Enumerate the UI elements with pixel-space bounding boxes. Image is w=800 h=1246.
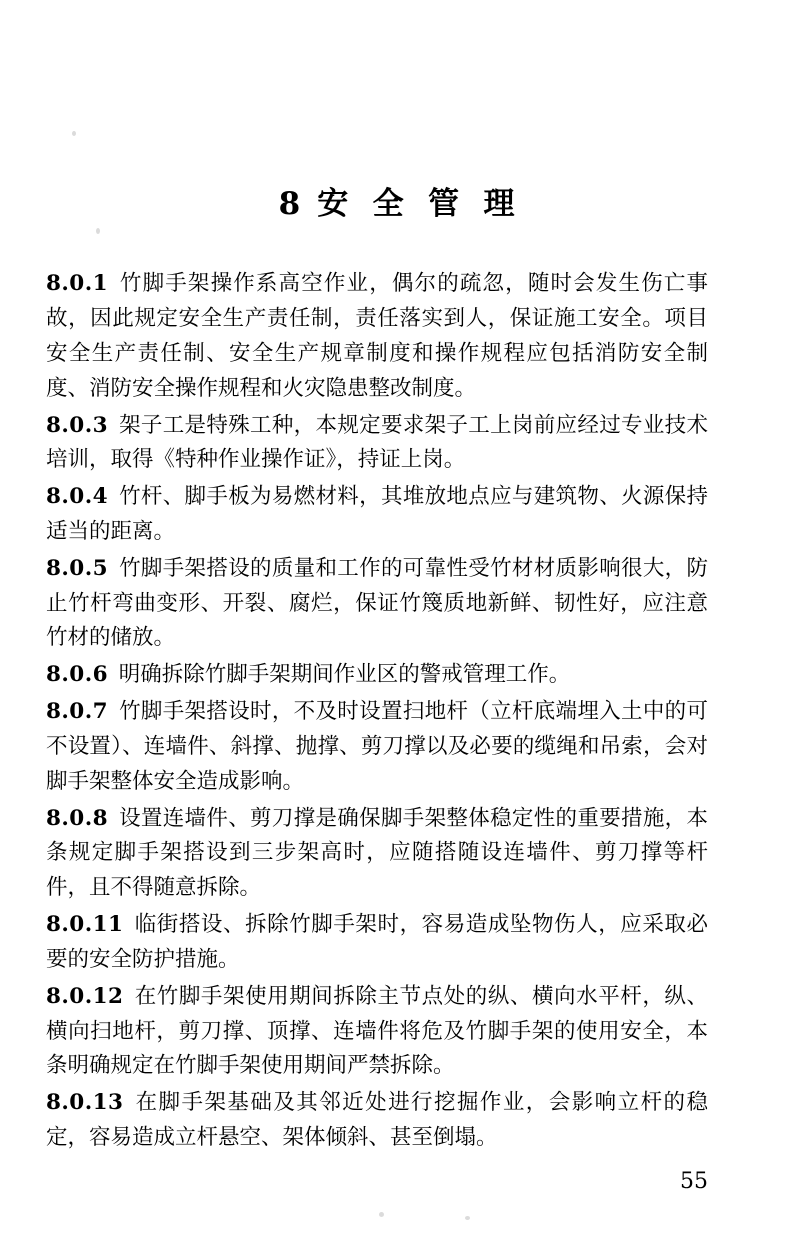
clause-text: 架子工是特殊工种，本规定要求架子工上岗前应经过专业技术培训，取得《特种作业操作证》，持证上岗。: [46, 412, 708, 473]
clause-number: 8.0.6: [46, 662, 108, 688]
clause-text: 明确拆除竹脚手架期间作业区的警戒管理工作。: [118, 662, 571, 688]
page-title: [0, 0, 800, 223]
clause-paragraph: [46, 267, 708, 406]
clause-text: 竹脚手架搭设时，不及时设置扫地杆（立杆底端埋入土中的可不设置）、连墙件、斜撑、抛撑、剪刀撑以及必要的缆绳和吊索，会对脚手架整体安全造成影响。: [46, 699, 708, 794]
clause-number: 8.0.1: [46, 271, 108, 297]
clause-number: 8.0.5: [46, 555, 108, 581]
clause-text: 竹脚手架操作系高空作业，偶尔的疏忽，随时会发生伤亡事故，因此规定安全生产责任制，责任落实到人，保证施工安全。项目安全生产责任制、安全生产规章制度和操作规程应包括消防安全制度、消防安全操作规程和火灾隐患整改制度。: [46, 271, 708, 401]
clause-number: 8.0.4: [46, 484, 108, 510]
clause-number: 8.0.13: [46, 1090, 124, 1116]
clause-text: 竹杆、脚手板为易燃材料，其堆放地点应与建筑物、火源保持适当的距离。: [46, 484, 708, 544]
scan-speck: [379, 1212, 384, 1217]
clause-text: 竹脚手架搭设的质量和工作的可靠性受竹材材质影响很大，防止竹杆弯曲变形、开裂、腐烂，保证竹篾质地新鲜、韧性好，应注意竹材的储放。: [46, 555, 708, 651]
clause-paragraph: [46, 980, 708, 1084]
clause-text: 设置连墙件、剪刀撑是确保脚手架整体稳定性的重要措施，本条规定脚手架搭设到三步架高时，应随搭随设连墙件、剪刀撑等杆件，且不得随意拆除。: [46, 805, 708, 901]
clause-number: 8.0.7: [46, 699, 108, 725]
clause-paragraph: [46, 480, 708, 550]
chapter-title-text: 安 全 管 理: [317, 186, 522, 222]
clause-paragraph: [46, 409, 708, 479]
clause-paragraph: [46, 552, 708, 656]
scan-speck: [465, 1216, 470, 1220]
clause-number: 8.0.11: [46, 912, 124, 938]
clause-paragraph: [46, 695, 708, 799]
clause-paragraph: [46, 802, 708, 906]
clause-paragraph: [46, 1086, 708, 1156]
clause-text: 在脚手架基础及其邻近处进行挖掘作业，会影响立杆的稳定，容易造成立杆悬空、架体倾斜、甚至倒塌。: [46, 1090, 708, 1151]
scan-speck: [72, 131, 76, 136]
clause-text: 临街搭设、拆除竹脚手架时，容易造成坠物伤人，应采取必要的安全防护措施。: [46, 912, 708, 972]
clause-paragraph: [46, 908, 708, 978]
page-number: 55: [680, 1169, 708, 1194]
clause-paragraph: [46, 658, 708, 693]
clause-number: 8.0.12: [46, 983, 124, 1009]
clause-number: 8.0.8: [46, 805, 108, 831]
scan-speck: [96, 228, 100, 234]
clause-text: 在竹脚手架使用期间拆除主节点处的纵、横向水平杆，纵、横向扫地杆，剪刀撑、顶撑、连墙件将危及竹脚手架的使用安全，本条明确规定在竹脚手架使用期间严禁拆除。: [46, 983, 708, 1079]
clause-number: 8.0.3: [46, 412, 108, 438]
body-content: [0, 267, 800, 1156]
chapter-number: 8: [278, 186, 318, 222]
